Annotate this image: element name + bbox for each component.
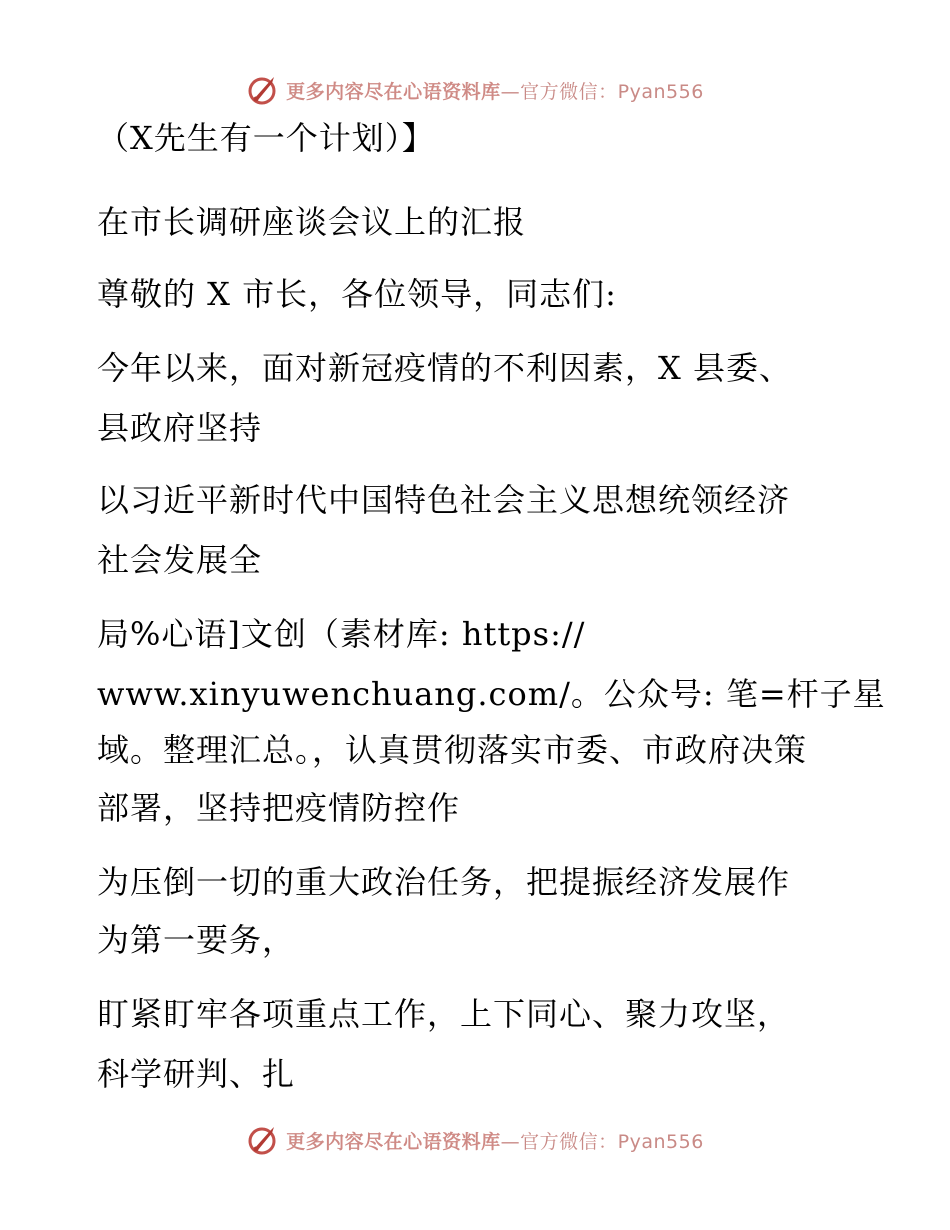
body-line: 尊敬的 X 市长，各位领导，同志们: — [97, 275, 617, 313]
brush-pen-logo-icon — [246, 73, 280, 107]
body-line: www.xinyuwenchuang.com/。公众号: 笔=杆子星 — [97, 675, 886, 713]
footer-wechat-text: 官方微信：Pyan556 — [520, 1130, 704, 1153]
footer-watermark-banner — [0, 1120, 950, 1160]
body-line: 科学研判、扎 — [97, 1055, 296, 1093]
footer-main-text: 更多内容尽在心语资料库 — [286, 1130, 501, 1153]
body-line: 盯紧盯牢各项重点工作，上下同心、聚力攻坚， — [97, 995, 791, 1033]
header-dash: — — [500, 80, 521, 103]
body-line: 域。整理汇总。，认真贯彻落实市委、市政府决策 — [97, 731, 808, 769]
footer-dash: — — [500, 1130, 521, 1153]
header-watermark-banner — [0, 70, 950, 110]
body-line: 社会发展全 — [97, 541, 263, 579]
body-line: 以习近平新时代中国特色社会主义思想统领经济 — [97, 481, 791, 519]
body-line: 今年以来，面对新冠疫情的不利因素，X 县委、 — [97, 349, 792, 387]
body-line: 县政府坚持 — [97, 409, 263, 447]
body-line: 为第一要务， — [97, 921, 296, 959]
header-main-text: 更多内容尽在心语资料库 — [286, 80, 501, 103]
brush-pen-logo-icon — [246, 1123, 280, 1157]
body-line: 部署，坚持把疫情防控作 — [97, 789, 461, 827]
body-line: （X先生有一个计划）】 — [97, 119, 435, 157]
header-wechat-text: 官方微信：Pyan556 — [520, 80, 704, 103]
body-line: 局%心语]文创（素材库: https:// — [97, 615, 586, 653]
body-line: 在市长调研座谈会议上的汇报 — [97, 203, 527, 241]
body-line: 为压倒一切的重大政治任务，把提振经济发展作 — [97, 863, 791, 901]
